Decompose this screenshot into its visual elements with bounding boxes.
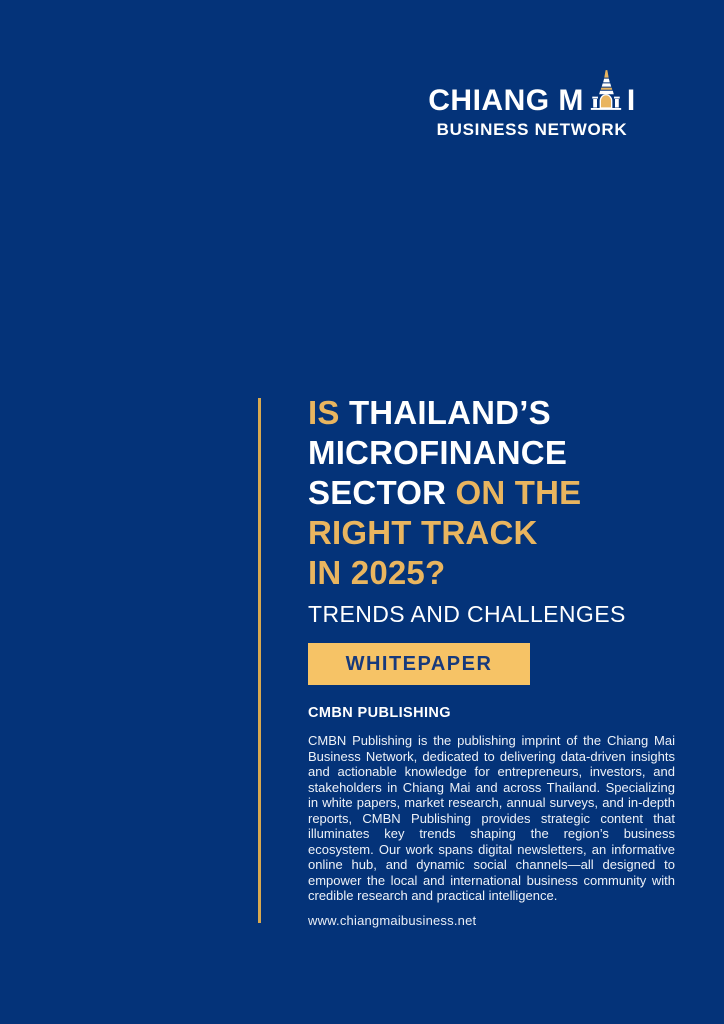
accent-vertical-line [258,398,261,923]
publisher-description: CMBN Publishing is the publishing imprint of the Chiang Mai Business Network, dedicated to delivering data-driven insights and actionable knowledge for entrepreneurs, investors, and stakeholders in Chiang Mai and across Thailand. Specializing in white papers, market research, annual surveys, and in-depth reports, CMBN Publishing provides strategic content that illuminates key trends shaping the region’s business ecosystem. Our work spans digital newsletters, an informative online hub, and dynamic social channels—all designed to empower the local and international business community with credible research and practical intelligence. [308,733,675,904]
title-line [308,513,675,553]
logo-text-chiang-m: CHIANG M [428,84,584,117]
title-line [308,553,675,593]
title-segment: IN 2025? [308,554,446,591]
title-line [308,473,675,513]
publisher-heading: CMBN PUBLISHING [308,705,451,722]
title-segment: IS [308,394,349,431]
temple-icon [588,70,624,116]
cover-content [308,393,675,928]
cmbn-logo [423,70,641,140]
title-segment: MICROFINANCE [308,434,568,471]
title-segment: ON THE [455,474,582,511]
logo-subtext: BUSINESS NETWORK [436,120,628,139]
title-segment: THAILAND’S [348,394,551,431]
logo-text-i: I [626,84,636,117]
logo-wordmark [423,70,641,116]
cover-subtitle: TRENDS AND CHALLENGES [308,601,626,627]
website-link[interactable]: www.chiangmaibusiness.net [308,912,477,928]
title-segment: SECTOR [308,474,456,511]
title-line [308,393,675,433]
cover-title [308,393,675,593]
title-segment: RIGHT TRACK [308,514,538,551]
whitepaper-badge: WHITEPAPER [308,643,530,685]
title-line [308,433,675,473]
